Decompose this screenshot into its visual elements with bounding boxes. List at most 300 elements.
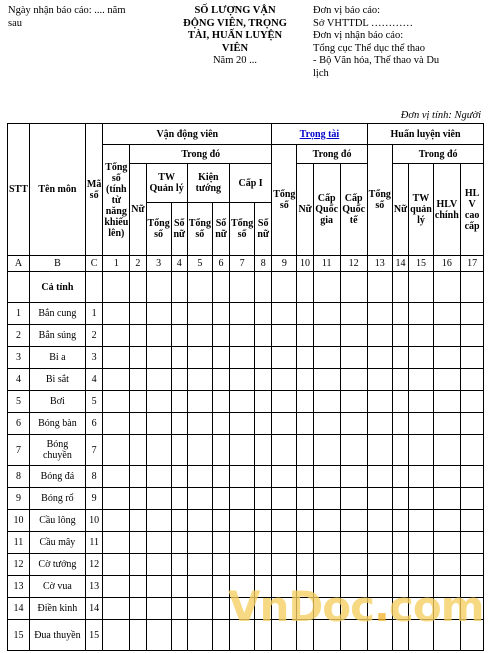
data-entry-cell[interactable] — [187, 391, 212, 413]
data-entry-cell[interactable] — [313, 554, 340, 576]
subgroup-referees-of-which: Trong đó — [297, 145, 367, 164]
data-entry-cell[interactable] — [340, 554, 367, 576]
data-entry-cell[interactable] — [187, 303, 212, 325]
data-entry-cell[interactable] — [460, 466, 484, 488]
data-entry-cell[interactable] — [255, 272, 272, 303]
data-entry-cell[interactable] — [255, 554, 272, 576]
data-entry-cell[interactable] — [146, 369, 171, 391]
column-code-cell: 3 — [146, 256, 171, 272]
data-entry-cell[interactable] — [103, 510, 130, 532]
data-entry-cell[interactable] — [212, 272, 229, 303]
data-entry-cell[interactable] — [367, 554, 392, 576]
data-entry-cell[interactable] — [171, 413, 187, 435]
report-received-date — [8, 5, 168, 30]
data-entry-cell[interactable] — [187, 488, 212, 510]
column-code-cell: B — [29, 256, 85, 272]
data-entry-cell[interactable] — [212, 325, 229, 347]
data-entry-cell[interactable] — [130, 391, 146, 413]
data-entry-cell[interactable] — [229, 369, 254, 391]
data-entry-cell[interactable] — [255, 435, 272, 466]
data-entry-cell[interactable] — [103, 369, 130, 391]
data-entry-cell[interactable] — [272, 303, 297, 325]
row-code: 10 — [85, 510, 102, 532]
data-entry-cell[interactable] — [433, 435, 460, 466]
data-entry-cell[interactable] — [103, 466, 130, 488]
data-entry-cell[interactable] — [297, 303, 313, 325]
data-entry-cell[interactable] — [130, 325, 146, 347]
data-entry-cell[interactable] — [392, 532, 408, 554]
report-year: Năm 20 ... — [212, 55, 258, 66]
data-entry-cell[interactable] — [212, 532, 229, 554]
data-entry-cell[interactable] — [130, 413, 146, 435]
table-row — [8, 325, 484, 347]
data-entry-cell[interactable] — [367, 303, 392, 325]
data-entry-cell[interactable] — [297, 435, 313, 466]
data-entry-cell[interactable] — [392, 510, 408, 532]
row-code: 6 — [85, 413, 102, 435]
data-entry-cell[interactable] — [409, 510, 434, 532]
col-header-code: Mã số — [85, 124, 102, 256]
data-entry-cell[interactable] — [297, 466, 313, 488]
data-entry-cell[interactable] — [433, 466, 460, 488]
data-entry-cell[interactable] — [297, 488, 313, 510]
data-entry-cell[interactable] — [103, 272, 130, 303]
col-header-master-total: Tổng số — [187, 203, 212, 256]
data-entry-cell[interactable] — [171, 391, 187, 413]
data-entry-cell[interactable] — [367, 532, 392, 554]
data-entry-cell[interactable] — [130, 554, 146, 576]
data-entry-cell[interactable] — [297, 413, 313, 435]
data-entry-cell[interactable] — [433, 325, 460, 347]
data-entry-cell[interactable] — [146, 325, 171, 347]
data-entry-cell[interactable] — [340, 391, 367, 413]
data-entry-cell[interactable] — [187, 272, 212, 303]
col-header-sport-name: Tên môn — [29, 124, 85, 256]
data-entry-cell[interactable] — [130, 532, 146, 554]
data-entry-cell[interactable] — [297, 347, 313, 369]
data-entry-cell[interactable] — [313, 488, 340, 510]
data-entry-cell[interactable] — [171, 272, 187, 303]
row-code: 2 — [85, 325, 102, 347]
data-entry-cell[interactable] — [392, 435, 408, 466]
data-entry-cell[interactable] — [313, 510, 340, 532]
data-entry-cell[interactable] — [212, 554, 229, 576]
data-entry-cell[interactable] — [460, 391, 484, 413]
data-entry-cell[interactable] — [171, 620, 187, 651]
data-entry-cell[interactable] — [187, 435, 212, 466]
data-entry-cell[interactable] — [187, 532, 212, 554]
data-entry-cell[interactable] — [297, 325, 313, 347]
data-entry-cell[interactable] — [460, 510, 484, 532]
data-entry-cell[interactable] — [255, 466, 272, 488]
data-entry-cell[interactable] — [146, 576, 171, 598]
data-entry-cell[interactable] — [146, 391, 171, 413]
data-entry-cell[interactable] — [187, 598, 212, 620]
data-entry-cell[interactable] — [212, 413, 229, 435]
row-stt: 9 — [8, 488, 30, 510]
data-entry-cell[interactable] — [340, 325, 367, 347]
data-entry-cell[interactable] — [272, 391, 297, 413]
data-entry-cell[interactable] — [229, 466, 254, 488]
data-entry-cell[interactable] — [255, 369, 272, 391]
data-entry-cell[interactable] — [130, 369, 146, 391]
vndoc-watermark-logo: VnDoc.com — [228, 582, 484, 631]
data-entry-cell[interactable] — [433, 303, 460, 325]
column-code-cell: 9 — [272, 256, 297, 272]
row-stt: 15 — [8, 620, 30, 651]
data-entry-cell[interactable] — [103, 620, 130, 651]
data-entry-cell[interactable] — [297, 554, 313, 576]
row-stt-cell — [8, 272, 30, 303]
data-entry-cell[interactable] — [433, 554, 460, 576]
data-entry-cell[interactable] — [130, 347, 146, 369]
data-entry-cell[interactable] — [229, 435, 254, 466]
received-date-line1: Ngày nhận báo cáo: .... năm — [8, 5, 126, 16]
row-stt: 13 — [8, 576, 30, 598]
data-entry-cell[interactable] — [187, 466, 212, 488]
data-entry-cell[interactable] — [367, 347, 392, 369]
data-entry-cell[interactable] — [146, 598, 171, 620]
data-entry-cell[interactable] — [212, 510, 229, 532]
data-entry-cell[interactable] — [367, 391, 392, 413]
data-entry-cell[interactable] — [460, 532, 484, 554]
data-entry-cell[interactable] — [146, 532, 171, 554]
data-entry-cell[interactable] — [146, 488, 171, 510]
data-entry-cell[interactable] — [409, 272, 434, 303]
data-entry-cell[interactable] — [146, 620, 171, 651]
data-entry-cell[interactable] — [146, 510, 171, 532]
data-entry-cell[interactable] — [229, 488, 254, 510]
data-entry-cell[interactable] — [392, 554, 408, 576]
data-entry-cell[interactable] — [272, 532, 297, 554]
data-entry-cell[interactable] — [171, 532, 187, 554]
data-entry-cell[interactable] — [392, 391, 408, 413]
data-entry-cell[interactable] — [130, 510, 146, 532]
data-entry-cell[interactable] — [229, 272, 254, 303]
data-entry-cell[interactable] — [171, 435, 187, 466]
data-entry-cell[interactable] — [433, 391, 460, 413]
data-entry-cell[interactable] — [103, 532, 130, 554]
row-code: 12 — [85, 554, 102, 576]
data-entry-cell[interactable] — [187, 347, 212, 369]
receiving-unit-line2: - Bộ Văn hóa, Thể thao và Du — [313, 55, 440, 66]
data-entry-cell[interactable] — [272, 466, 297, 488]
data-entry-cell[interactable] — [103, 598, 130, 620]
row-sport-name: Điền kinh — [29, 598, 85, 620]
row-stt: 5 — [8, 391, 30, 413]
data-entry-cell[interactable] — [130, 576, 146, 598]
data-entry-cell[interactable] — [297, 391, 313, 413]
data-entry-cell[interactable] — [409, 413, 434, 435]
data-entry-cell[interactable] — [146, 272, 171, 303]
data-entry-cell[interactable] — [409, 391, 434, 413]
row-sport-name: Bóng bàn — [29, 413, 85, 435]
data-entry-cell[interactable] — [433, 413, 460, 435]
receiving-unit-label: Đơn vị nhận báo cáo: — [313, 30, 404, 41]
data-entry-cell[interactable] — [229, 347, 254, 369]
data-entry-cell[interactable] — [340, 488, 367, 510]
data-entry-cell[interactable] — [313, 272, 340, 303]
data-entry-cell[interactable] — [171, 510, 187, 532]
data-entry-cell[interactable] — [313, 303, 340, 325]
data-entry-cell[interactable] — [146, 466, 171, 488]
data-entry-cell[interactable] — [340, 303, 367, 325]
data-entry-cell[interactable] — [171, 598, 187, 620]
data-entry-cell[interactable] — [367, 272, 392, 303]
data-entry-cell[interactable] — [313, 413, 340, 435]
column-code-cell: 11 — [313, 256, 340, 272]
column-code-cell: A — [8, 256, 30, 272]
data-entry-cell[interactable] — [146, 303, 171, 325]
table-row — [8, 391, 484, 413]
data-entry-cell[interactable] — [340, 347, 367, 369]
data-entry-cell[interactable] — [392, 466, 408, 488]
data-entry-cell[interactable] — [460, 435, 484, 466]
data-entry-cell[interactable] — [460, 272, 484, 303]
data-entry-cell[interactable] — [212, 369, 229, 391]
data-entry-cell[interactable] — [392, 413, 408, 435]
data-entry-cell[interactable] — [255, 510, 272, 532]
data-entry-cell[interactable] — [130, 598, 146, 620]
data-entry-cell[interactable] — [212, 391, 229, 413]
data-entry-cell[interactable] — [146, 347, 171, 369]
data-entry-cell[interactable] — [313, 325, 340, 347]
data-entry-cell[interactable] — [313, 369, 340, 391]
data-entry-cell[interactable] — [409, 435, 434, 466]
data-entry-cell[interactable] — [212, 576, 229, 598]
data-entry-cell[interactable] — [130, 620, 146, 651]
data-entry-cell[interactable] — [171, 576, 187, 598]
data-entry-cell[interactable] — [392, 325, 408, 347]
data-entry-cell[interactable] — [272, 554, 297, 576]
col-header-tw-total: Tổng số — [146, 203, 171, 256]
data-entry-cell[interactable] — [229, 391, 254, 413]
row-sport-name: Cầu mây — [29, 532, 85, 554]
data-entry-cell[interactable] — [433, 347, 460, 369]
data-entry-cell[interactable] — [171, 347, 187, 369]
data-entry-cell[interactable] — [171, 303, 187, 325]
column-code-cell: 2 — [130, 256, 146, 272]
data-entry-cell[interactable] — [340, 435, 367, 466]
group-header-athletes: Vận động viên — [103, 124, 272, 145]
data-entry-cell[interactable] — [255, 532, 272, 554]
row-code: 4 — [85, 369, 102, 391]
row-stt: 3 — [8, 347, 30, 369]
data-entry-cell[interactable] — [313, 391, 340, 413]
data-entry-cell[interactable] — [340, 510, 367, 532]
data-entry-cell[interactable] — [171, 325, 187, 347]
data-entry-cell[interactable] — [409, 369, 434, 391]
column-code-cell: 17 — [460, 256, 484, 272]
row-sport-name: Bóng chuyền — [29, 435, 85, 466]
data-entry-cell[interactable] — [171, 554, 187, 576]
data-entry-cell[interactable] — [146, 413, 171, 435]
col-header-coaches-central-managed: TW quản lý — [409, 164, 434, 256]
table-row — [8, 347, 484, 369]
data-entry-cell[interactable] — [313, 466, 340, 488]
title-line-2: ĐỘNG VIÊN, TRỌNG — [183, 17, 287, 29]
data-entry-cell[interactable] — [367, 435, 392, 466]
data-entry-cell[interactable] — [367, 466, 392, 488]
data-entry-cell[interactable] — [340, 413, 367, 435]
data-entry-cell[interactable] — [409, 303, 434, 325]
data-entry-cell[interactable] — [460, 554, 484, 576]
data-entry-cell[interactable] — [340, 532, 367, 554]
row-stt: 11 — [8, 532, 30, 554]
data-entry-cell[interactable] — [103, 325, 130, 347]
table-row — [8, 413, 484, 435]
data-entry-cell[interactable] — [460, 413, 484, 435]
data-entry-cell[interactable] — [313, 532, 340, 554]
row-code: 14 — [85, 598, 102, 620]
data-entry-cell[interactable] — [103, 488, 130, 510]
data-entry-cell[interactable] — [272, 510, 297, 532]
data-entry-cell[interactable] — [212, 598, 229, 620]
column-code-cell: 4 — [171, 256, 187, 272]
data-entry-cell[interactable] — [433, 510, 460, 532]
data-entry-cell[interactable] — [272, 413, 297, 435]
title-line-1: SỐ LƯỢNG VẬN — [194, 5, 276, 16]
row-sport-name: Bóng đá — [29, 466, 85, 488]
data-entry-cell[interactable] — [146, 554, 171, 576]
data-entry-cell[interactable] — [367, 510, 392, 532]
data-entry-cell[interactable] — [130, 272, 146, 303]
data-entry-cell[interactable] — [255, 325, 272, 347]
data-entry-cell[interactable] — [433, 532, 460, 554]
data-entry-cell[interactable] — [103, 576, 130, 598]
data-entry-cell[interactable] — [297, 532, 313, 554]
data-entry-cell[interactable] — [460, 347, 484, 369]
data-entry-cell[interactable] — [187, 620, 212, 651]
data-entry-cell[interactable] — [171, 369, 187, 391]
data-entry-cell[interactable] — [229, 554, 254, 576]
group-header-referees-link[interactable]: Trọng tài — [272, 124, 367, 145]
title-line-4: VIÊN — [221, 42, 249, 54]
data-entry-cell[interactable] — [212, 347, 229, 369]
col-header-athletes-grade-1: Cấp I — [229, 164, 271, 203]
data-entry-cell[interactable] — [229, 510, 254, 532]
data-entry-cell[interactable] — [272, 369, 297, 391]
data-entry-cell[interactable] — [272, 435, 297, 466]
data-entry-cell[interactable] — [187, 510, 212, 532]
data-entry-cell[interactable] — [229, 413, 254, 435]
data-entry-cell[interactable] — [187, 369, 212, 391]
data-entry-cell[interactable] — [409, 554, 434, 576]
data-entry-cell[interactable] — [103, 347, 130, 369]
data-entry-cell[interactable] — [340, 272, 367, 303]
data-entry-cell[interactable] — [229, 532, 254, 554]
data-entry-cell[interactable] — [367, 325, 392, 347]
row-sport-name: Cầu lông — [29, 510, 85, 532]
data-entry-cell[interactable] — [409, 532, 434, 554]
col-header-coaches-head: HLV chính — [433, 164, 460, 256]
data-entry-cell[interactable] — [212, 435, 229, 466]
data-entry-cell[interactable] — [409, 347, 434, 369]
data-entry-cell[interactable] — [460, 488, 484, 510]
data-entry-cell[interactable] — [460, 303, 484, 325]
data-entry-cell[interactable] — [103, 435, 130, 466]
data-entry-cell[interactable] — [392, 369, 408, 391]
data-entry-cell[interactable] — [187, 576, 212, 598]
data-entry-cell[interactable] — [340, 466, 367, 488]
table-row — [8, 303, 484, 325]
data-entry-cell[interactable] — [392, 347, 408, 369]
data-entry-cell[interactable] — [103, 413, 130, 435]
data-entry-cell[interactable] — [130, 488, 146, 510]
data-entry-cell[interactable] — [103, 391, 130, 413]
data-entry-cell[interactable] — [392, 303, 408, 325]
data-entry-cell[interactable] — [392, 272, 408, 303]
data-entry-cell[interactable] — [212, 488, 229, 510]
data-entry-cell[interactable] — [212, 303, 229, 325]
data-entry-cell[interactable] — [212, 466, 229, 488]
data-entry-cell[interactable] — [229, 303, 254, 325]
column-code-cell: 1 — [103, 256, 130, 272]
data-entry-cell[interactable] — [103, 303, 130, 325]
data-entry-cell[interactable] — [272, 325, 297, 347]
data-entry-cell[interactable] — [433, 272, 460, 303]
data-entry-cell[interactable] — [409, 488, 434, 510]
data-entry-cell[interactable] — [297, 369, 313, 391]
data-entry-cell[interactable] — [297, 510, 313, 532]
data-entry-cell[interactable] — [313, 435, 340, 466]
data-entry-cell[interactable] — [433, 488, 460, 510]
data-entry-cell[interactable] — [171, 466, 187, 488]
data-entry-cell[interactable] — [255, 347, 272, 369]
table-row — [8, 554, 484, 576]
data-entry-cell[interactable] — [409, 466, 434, 488]
column-code-row — [8, 256, 484, 272]
data-entry-cell[interactable] — [187, 413, 212, 435]
data-entry-cell[interactable] — [367, 369, 392, 391]
data-entry-cell[interactable] — [255, 391, 272, 413]
column-code-cell: 5 — [187, 256, 212, 272]
data-entry-cell[interactable] — [255, 303, 272, 325]
data-entry-cell[interactable] — [130, 303, 146, 325]
data-entry-cell[interactable] — [340, 369, 367, 391]
data-entry-cell[interactable] — [103, 554, 130, 576]
row-code: 8 — [85, 466, 102, 488]
data-entry-cell[interactable] — [187, 554, 212, 576]
data-entry-cell[interactable] — [460, 325, 484, 347]
data-entry-cell[interactable] — [171, 488, 187, 510]
data-entry-cell[interactable] — [460, 369, 484, 391]
data-entry-cell[interactable] — [212, 620, 229, 651]
data-entry-cell[interactable] — [367, 413, 392, 435]
report-title-block — [175, 5, 295, 68]
row-code: 9 — [85, 488, 102, 510]
data-entry-cell[interactable] — [272, 272, 297, 303]
receiving-unit-line1: Tổng cục Thể dục thể thao — [313, 42, 426, 54]
data-entry-cell[interactable] — [255, 413, 272, 435]
data-entry-cell[interactable] — [130, 466, 146, 488]
data-entry-cell[interactable] — [130, 435, 146, 466]
col-header-athletes-central-managed: TW Quản lý — [146, 164, 187, 203]
column-code-cell: 15 — [409, 256, 434, 272]
data-entry-cell[interactable] — [229, 325, 254, 347]
data-entry-cell[interactable] — [272, 347, 297, 369]
data-entry-cell[interactable] — [187, 325, 212, 347]
data-entry-cell[interactable] — [146, 435, 171, 466]
data-entry-cell[interactable] — [272, 488, 297, 510]
data-entry-cell[interactable] — [297, 272, 313, 303]
data-entry-cell[interactable] — [392, 488, 408, 510]
data-entry-cell[interactable] — [409, 325, 434, 347]
data-entry-cell[interactable] — [367, 488, 392, 510]
data-entry-cell[interactable] — [313, 347, 340, 369]
data-entry-cell[interactable] — [255, 488, 272, 510]
data-entry-cell[interactable] — [433, 369, 460, 391]
